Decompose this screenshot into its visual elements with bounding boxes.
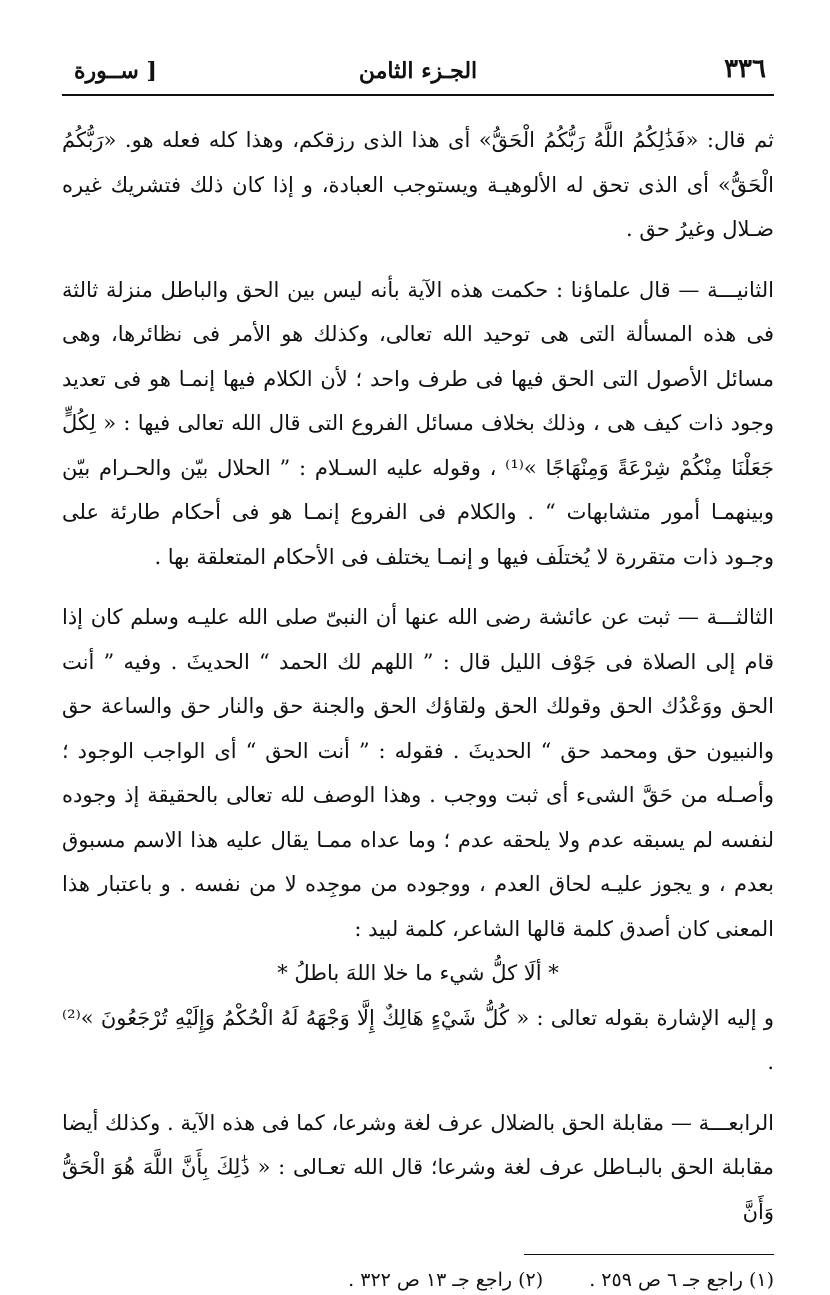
footnote-2: (٢) راجع جـ ١٣ ص ٣٢٢ . [348,1269,544,1291]
paragraph-1: ثم قال: «فَذَٰلِكُمُ اللَّهُ رَبُّكُمُ الْحَقُّ» أى هذا الذى رزقكم، وهذا كله فعله هو. «رَبُّكُمُ الْحَقُّ» أى الذى تحق له الألوهيـة ويستوجب العبادة، و إذا كان ذلك فتشريك غيره ضـلال وغيرُ حق . [62,128,774,241]
page-header [62,48,774,98]
section-label: [ ســورة [74,58,157,84]
header-rule [62,94,774,96]
running-title: الجـزء الثامن [358,58,478,84]
paragraph-5: الرابعـــة — مقابلة الحق بالضلال عرف لغة وشرعا، كما فى هذه الآية . وكذلك أيضا مقابلة الحق بالبـاطل عرف لغة وشرعا؛ قال الله تعـالى : « ذَٰلِكَ بِأَنَّ اللَّهَ هُوَ الْحَقُّ وَأَنَّ [62,1110,774,1224]
footnote-1: (١) راجع جـ ٦ ص ٢٥٩ . [589,1269,774,1291]
page-body [62,118,774,1234]
poetry-verse: * ألَا كلُّ شيء ما خلا اللهَ باطلُ * [277,961,559,985]
paragraph-2: الثانيـــة — قال علماؤنا : حكمت هذه الآية بأنه ليس بين الحق والباطل منزلة ثالثة فى هذه المسألة التى هى توحيد الله تعالى، وكذلك هو الأمر فى نظائرها، وهى مسائل الأصول التى الحق فيها فى طرف واحد ؛ لأن الكلام فيها إنمـا هو فى تعديد وجود ذات كيف هى ، وذلك بخلاف مسائل الفروع التى قال الله تعالى فيها : « لِكُلٍّ جَعَلْنَا مِنْكُمْ شِرْعَةً وَمِنْهَاجًا »⁽¹⁾ ، وقوله عليه السـلام : ” الحلال بيّن والحـرام بيّن وبينهمـا أمور متشابهات “ . والكلام فى الفروع إنمـا هو فى أحكام طارئة على وجـود ذات متقررة لا يُختلَف فيها و إنمـا يختلف فى الأحكام المتعلقة بها . [62,277,774,569]
footnote-rule [524,1254,774,1255]
footnotes [62,1265,774,1295]
paragraph-3: الثالثـــة — ثبت عن عائشة رضى الله عنها أن النبىّ صلى الله عليـه وسلم كان إذا قام إلى الصلاة فى جَوْف الليل قال : ” اللهم لك الحمد “ الحديثَ . وفيه ” أنت الحق ووَعْدُك الحق وقولك الحق ولقاؤك الحق والجنة حق والنار حق والساعة حق والنبيون حق ومحمد حق “ الحديثَ . فقوله : ” أنت الحق “ أى الواجب الوجود ؛ وأصـله من حَقَّ الشىء أى ثبت ووجب . وهذا الوصف لله تعالى بالحقيقة إذ وجوده لنفسه لم يسبقه عدم ولا يلحقه عدم ؛ وما عداه ممـا يقال عليه هذا الاسم مسبوق بعدم ، و يجوز عليـه لحاق العدم ، ووجوده من موجِده لا من نفسه . و باعتبار هذا المعنى كان أصدق كلمة قالها الشاعر، كلمة لبيد : [62,605,774,941]
paragraph-4: و إليه الإشارة بقوله تعالى : « كُلُّ شَيْءٍ هَالِكٌ إِلَّا وَجْهَهُ لَهُ الْحُكْمُ وَإِلَيْهِ تُرْجَعُونَ »⁽²⁾ . [62,1005,774,1074]
page-number: ٣٣٦ [724,54,766,84]
